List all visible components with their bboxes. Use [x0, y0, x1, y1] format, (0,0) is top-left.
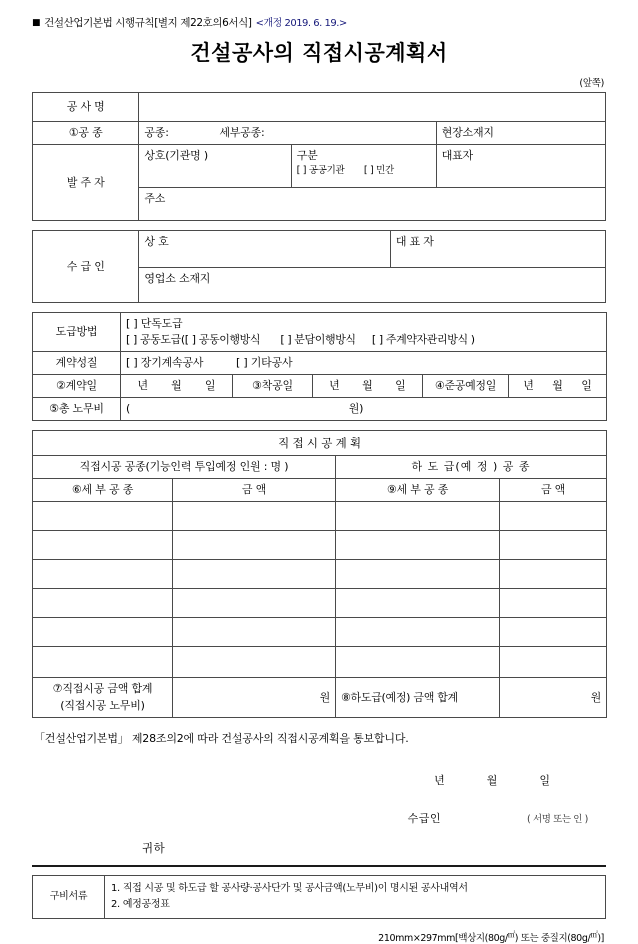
orderer-address-cell[interactable]	[139, 188, 606, 221]
attachments-items	[105, 876, 606, 919]
cell-direct-detail[interactable]	[33, 560, 173, 589]
plan-section-title: 직 접 시 공 계 획	[33, 430, 607, 456]
contract-method-options[interactable]	[121, 313, 607, 352]
cell-sub-detail[interactable]	[336, 531, 500, 560]
cell-direct-detail[interactable]	[33, 531, 173, 560]
start-date-day: 일	[395, 378, 406, 392]
direct-plan-table	[32, 430, 607, 719]
contractor-label: 수 급 인	[33, 231, 139, 303]
cell-sub-amount[interactable]	[500, 589, 607, 618]
paper-unit-1: ㎡	[507, 930, 515, 940]
nature-longterm-checkbox[interactable]: [ ] 장기계속공사	[126, 355, 204, 369]
page-title: 건설공사의 직접시공계획서	[190, 41, 448, 65]
contract-table	[32, 312, 607, 421]
table-row-contractor-company	[33, 231, 606, 268]
signature-month: 월	[486, 774, 498, 788]
direct-group-header: 직접시공 공종(기능인력 투입예정 인원 : 명 )	[33, 456, 336, 479]
table-row	[33, 618, 607, 647]
total-direct-value[interactable]	[173, 678, 336, 718]
site-location-cell[interactable]	[436, 122, 605, 145]
cell-direct-detail[interactable]	[33, 618, 173, 647]
contract-method-label: 도급방법	[33, 313, 121, 352]
contract-date-month: 월	[171, 378, 182, 392]
completion-date-month: 월	[552, 378, 563, 392]
contractor-table	[32, 230, 606, 303]
table-row-plan-column-headers	[33, 479, 607, 502]
contract-date-input[interactable]	[121, 374, 233, 397]
worktype-fields[interactable]	[139, 122, 436, 145]
form-header-line	[32, 14, 606, 30]
paper-type-mid: ) 또는 중질지(80g/	[514, 933, 591, 944]
side-mark: (앞쪽)	[579, 78, 604, 90]
cell-sub-detail[interactable]	[336, 560, 500, 589]
method-single-checkbox[interactable]: [ ] 단독도급	[126, 317, 183, 331]
legal-statement: 「건설산업기본법」 제28조의2에 따라 건설공사의 직접시공계획을 통보합니다.	[34, 732, 409, 746]
cell-direct-detail[interactable]	[33, 647, 173, 678]
col-direct-amount-header: 금 액	[173, 479, 336, 502]
col-direct-detail-header: ⑥세 부 공 종	[33, 479, 173, 502]
total-direct-label-line1: ⑦직접시공 금액 합계	[52, 682, 153, 696]
orderer-address-label: 주소	[144, 192, 166, 206]
start-date-year: 년	[329, 378, 340, 392]
site-location-label: 현장소재지	[441, 126, 494, 140]
cell-direct-amount[interactable]	[173, 502, 336, 531]
project-name-label: 공 사 명	[33, 93, 139, 122]
division-label: 구분	[296, 149, 318, 163]
signature-role-label: 수급인	[407, 812, 442, 826]
attachment-item-1: 1. 직접 시공 및 하도급 할 공사량·공사단가 및 공사금액(노무비)이 명시된 공사내역서	[111, 883, 468, 895]
method-joint-checkbox[interactable]: [ ] 공동도급([ ] 공동이행방식	[126, 333, 261, 347]
contractor-office-label: 영업소 소재지	[144, 272, 211, 286]
paper-spec	[32, 929, 606, 944]
table-row-orderer-company	[33, 145, 606, 188]
cell-sub-amount[interactable]	[500, 502, 607, 531]
cell-sub-amount[interactable]	[500, 531, 607, 560]
table-row-plan-group-headers	[33, 456, 607, 479]
cell-sub-amount[interactable]	[500, 618, 607, 647]
orderer-company-label: 상호(기관명 )	[144, 149, 208, 163]
worktype-primary-label: 공종:	[144, 126, 169, 140]
labor-cost-unit: 원)	[348, 401, 364, 415]
paper-dimensions: 210mm×297mm[	[378, 933, 459, 944]
table-row-plan-totals	[33, 678, 607, 718]
orderer-rep-cell[interactable]	[436, 145, 605, 188]
contract-date-year: 년	[137, 378, 149, 392]
table-row	[33, 560, 607, 589]
total-sub-value[interactable]	[500, 678, 607, 718]
cell-sub-amount[interactable]	[500, 560, 607, 589]
cell-sub-detail[interactable]	[336, 589, 500, 618]
contractor-office-cell[interactable]	[139, 268, 606, 303]
division-public-checkbox[interactable]: [ ] 공공기관	[296, 165, 345, 177]
contractor-company-label: 상 호	[144, 235, 169, 249]
table-row-attachments	[33, 876, 606, 919]
recipient-line: 귀하	[142, 841, 166, 856]
signature-day: 일	[539, 774, 550, 788]
cell-direct-detail[interactable]	[33, 502, 173, 531]
signature-seal-note: ( 서명 또는 인 )	[527, 814, 588, 826]
cell-sub-detail[interactable]	[336, 647, 500, 678]
total-direct-unit: 원	[319, 690, 330, 704]
labor-cost-label: ⑤총 노무비	[33, 397, 121, 420]
table-row-contract-nature	[33, 351, 607, 374]
cell-sub-amount[interactable]	[500, 647, 607, 678]
divider	[32, 865, 606, 867]
cell-sub-detail[interactable]	[336, 502, 500, 531]
worktype-detail-label: 세부공종:	[219, 126, 265, 140]
sub-group-header: 하 도 급(예 정 ) 공 종	[336, 456, 607, 479]
signature-date-line	[32, 772, 550, 788]
cell-direct-amount[interactable]	[173, 589, 336, 618]
contract-nature-options[interactable]	[121, 351, 607, 374]
table-row-contract-dates	[33, 374, 607, 397]
col-sub-amount-header: 금 액	[500, 479, 607, 502]
attachments-label: 구비서류	[33, 876, 105, 919]
table-row-plan-title	[33, 430, 607, 456]
law-reference: 건설산업기본법 시행규칙[별지 제22호의6서식]	[44, 17, 252, 29]
division-private-checkbox[interactable]: [ ] 민간	[363, 165, 394, 177]
attachment-item-2: 2. 예정공정표	[111, 899, 170, 911]
cell-direct-amount[interactable]	[173, 647, 336, 678]
cell-direct-amount[interactable]	[173, 618, 336, 647]
completion-date-year: 년	[523, 378, 534, 392]
start-date-input[interactable]	[313, 374, 423, 397]
table-row-project-name	[33, 93, 606, 122]
attachments-table	[32, 875, 606, 919]
contract-date-day: 일	[204, 378, 216, 392]
total-sub-label: ⑧하도급(예정) 금액 합계	[336, 678, 500, 718]
table-row-worktype	[33, 122, 606, 145]
completion-date-day: 일	[581, 378, 592, 392]
nature-other-checkbox[interactable]: [ ] 기타공사	[235, 355, 293, 369]
paper-unit-2: ㎡	[590, 930, 598, 940]
start-date-label: ③착공일	[233, 374, 313, 397]
total-direct-label-line2: (직접시공 노무비)	[60, 698, 145, 712]
completion-date-label: ④준공예정일	[423, 374, 509, 397]
cell-direct-amount[interactable]	[173, 560, 336, 589]
col-sub-detail-header: ⑨세 부 공 종	[336, 479, 500, 502]
orderer-company-cell[interactable]	[139, 145, 291, 188]
cell-direct-amount[interactable]	[173, 531, 336, 560]
contractor-rep-cell[interactable]	[390, 231, 605, 268]
contract-nature-label: 계약성질	[33, 351, 121, 374]
cell-sub-detail[interactable]	[336, 618, 500, 647]
table-row	[33, 589, 607, 618]
labor-cost-input[interactable]	[121, 397, 607, 420]
completion-date-input[interactable]	[509, 374, 607, 397]
contractor-rep-label: 대 표 자	[395, 235, 434, 249]
worktype-label: ①공 종	[33, 122, 139, 145]
total-sub-unit: 원	[590, 690, 602, 704]
table-row	[33, 502, 607, 531]
revision-note: <개정 2019. 6. 19.>	[255, 18, 347, 29]
orderer-label: 발 주 자	[33, 145, 139, 221]
bullet-icon: ■	[32, 18, 41, 28]
total-direct-label	[33, 678, 173, 718]
division-cell[interactable]	[291, 145, 436, 188]
method-principal-checkbox[interactable]: [ ] 주계약자관리방식 )	[371, 333, 475, 347]
orderer-rep-label: 대표자	[441, 149, 473, 163]
method-share-checkbox[interactable]: [ ] 분담이행방식	[280, 333, 356, 347]
table-row	[33, 531, 607, 560]
contract-date-label: ②계약일	[33, 374, 121, 397]
labor-cost-open-paren: (	[126, 401, 131, 415]
project-orderer-table	[32, 92, 606, 221]
contractor-company-cell[interactable]	[139, 231, 390, 268]
paper-type-1: 백상지(80g/	[458, 933, 508, 944]
signature-year: 년	[434, 774, 445, 788]
signature-line	[32, 810, 588, 826]
project-name-input[interactable]	[139, 93, 606, 122]
table-row-contract-method	[33, 313, 607, 352]
paper-type-end: )]	[597, 933, 604, 944]
cell-direct-detail[interactable]	[33, 589, 173, 618]
table-row-labor-cost	[33, 397, 607, 420]
start-date-month: 월	[362, 378, 373, 392]
table-row	[33, 647, 607, 678]
